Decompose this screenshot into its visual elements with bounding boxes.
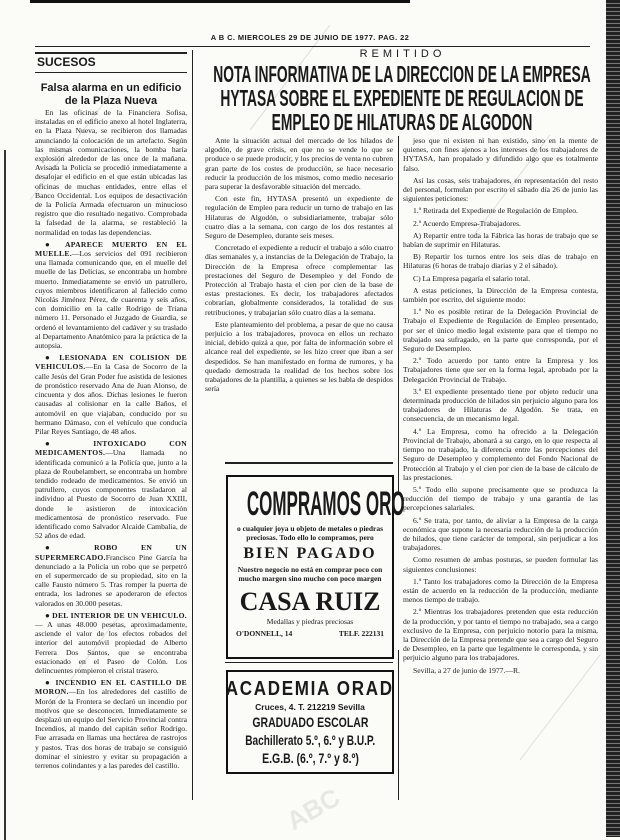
- ad-casa-ruiz: [226, 475, 405, 659]
- ad-title: ACADEMIA ORAD: [226, 678, 394, 700]
- ad-title: COMPRAMOS ORO: [246, 485, 405, 523]
- bullet-icon: ●: [45, 610, 53, 620]
- bullet-icon: ●: [45, 543, 95, 553]
- article-paragraph: 5.º Todo ello supone precisamente que se produzca la reducción del tiempo de trabajo y una garantía de las percepciones salariales.: [403, 484, 598, 513]
- scan-right-edge: [606, 0, 620, 837]
- ad-academia-orad: [226, 670, 394, 774]
- article-paragraph: A estas peticiones, la Dirección de la Empresa contesta, también por escrito, del siguiente modo:: [403, 285, 598, 305]
- article-kicker: REMITIDO: [359, 48, 446, 60]
- ad-address: Cruces, 4. T. 212219 Sevilla: [255, 702, 365, 712]
- ad-text: o cualquier joya u objeto de metales o piedras preciosas. Todo ello lo compramos, pero: [236, 524, 384, 542]
- article-paragraph: Este planteamiento del problema, a pesar de que no causa perjuicio a los trabajadores, provoca en ellos un rechazo inicial, debido quizá a que, por falta de información sobre el alcance real del expediente, se les hizo creer que iban a ser despedidos. Se han manifestado en forma de rumores, y ha quedado demostrada la realidad de los hechos sobre los trabajadores de la plantilla, a quienes se les habla de despidos sería: [205, 319, 393, 394]
- article-paragraph: 3.º El expediente presentado tiene por objeto reducir una determinada producción de hilados sin perjuicio alguno para los trabajadores de Hilaturas de Algodón. Se trata, en consecuencia, de un mecanismo legal.: [403, 386, 598, 424]
- ad-line: Bachillerato 5.º, 6.º y B.U.P.: [245, 732, 375, 748]
- article-headline: Falsa alarma en un edificio de la Plaza Nueva: [40, 82, 182, 107]
- ad-address: O'DONNELL, 14: [236, 629, 293, 638]
- article-paragraph: Ante la situación actual del mercado de los hilados de algodón, de grave crisis, en que no se vende lo que se produce o se puede producir, y los precios de venta no cubren gran parte de los costes de producción, se hace necesario reducir la producción de los mismos, como medio necesario para superar la desfavorable situación del mercado.: [205, 136, 393, 192]
- page-masthead: A B C. MIERCOLES 29 DE JUNIO DE 1977. PAG. 22: [210, 33, 410, 42]
- ad-line: E.G.B. (6.º, 7.º y 8.º): [261, 750, 359, 766]
- article-paragraph: Como resumen de ambas posturas, se pueden formular las siguientes conclusiones:: [403, 555, 598, 574]
- bullet-icon: ●: [45, 239, 65, 249]
- column-divider: [398, 136, 399, 495]
- column-divider: [398, 650, 399, 800]
- scan-top-bar: [30, 0, 410, 3]
- ad-line: GRADUADO ESCOLAR: [251, 714, 369, 730]
- article-paragraph: 1.º No es posible retirar de la Delegación Provincial de Trabajo el Expediente de Regulación de Empleo presentado, por ser el único medio legal existente para que el tiempo no trabajado sea sufragado, en la parte que corresponda, por el Seguro de Desempleo.: [403, 307, 598, 354]
- sucesos-column: [35, 108, 187, 771]
- article-paragraph: C) La Empresa pagaría el salario total.: [413, 273, 531, 283]
- news-brief: ● DEL INTERIOR DE UN VEHICULO. — A unas 48.000 pesetas, aproximadamente, asciende el valor de los efectos robados del interior del automóvil propiedad de Alberto Ferrera Dos Santos, que se encontraba estacionado en el Paseo de Colón. Los delincuentes rompieron el cristal trasero.: [35, 610, 187, 675]
- ad-text: Nuestro negocio no está en comprar poco con mucho margen sino mucho con poco margen: [237, 565, 383, 583]
- section-rule: [35, 72, 187, 73]
- watermark: ABC: [281, 781, 346, 837]
- bullet-icon: ●: [45, 353, 60, 363]
- news-brief: ● ROBO EN UN SUPERMERCADO.Francisco Pine García ha denunciado a la Policía un robo que se perpetró en el supermercado de su propiedad, sito en la calle Fausto número 5. Tras romper la puerta de entrada, los ladrones se apoderaron de efectos valorados en 30.000 pesetas.: [35, 543, 187, 608]
- article-paragraph: Concretado el expediente a reducir el trabajo a sólo cuatro días semanales y, a instancias de la Delegación de Trabajo, la Dirección de la Empresa ofrece complementar las prestaciones del Seguro de Desempleo y del Fondo de Protección al Trabajo hasta el cien por cien de la base de estas prestaciones. Es decir, los trabajadores afectados cobrarían, globalmente considerados, la totalidad de sus retribuciones, y trabajarían sólo cuatro días a la semana.: [205, 243, 393, 317]
- article-paragraph: 2.º Mientras los trabajadores pretenden que esta reducción de la producción, y por tanto el tiempo no trabajado, sea a cargo exclusivo de la Empresa, con perjuicio notorio para la misma, la Dirección de la Empresa pretende que sea a cargo del Seguro de Desempleo, en la parte que legalmente le corresponda, y sin perjuicio alguno para los trabajadores.: [403, 607, 598, 663]
- ad-phone: TELF. 222131: [338, 629, 384, 638]
- ad-subtitle: BIEN PAGADO: [243, 545, 377, 562]
- ad-tagline: Medallas y piedras preciosas: [266, 617, 354, 626]
- article-paragraph: 1.º Tanto los trabajadores como la Dirección de la Empresa están de acuerdo en la reducción de la producción, mediante menos tiempo de trabajo.: [403, 576, 598, 605]
- article-paragraph: 2.º Todo acuerdo por tanto entre la Empresa y los Trabajadores tiene que ser en la forma legal, aprobado por la Delegación Provincial de Trabajo.: [403, 356, 598, 384]
- ad-rule: [225, 662, 393, 663]
- ad-brand: CASA RUIZ: [239, 587, 381, 616]
- headline-line: HYTASA SOBRE EL EXPEDIENTE DE REGULACION DE: [220, 85, 584, 111]
- news-brief: ● LESIONADA EN COLISION DE VEHICULOS.—En la Casa de Socorro de la calle Jesús del Gran Poder fue asistida de lesiones de pronóstico reservado Ana de Juan Alonso, de cincuenta y dos años. Dichas lesiones le fueron causadas al colisionar en la calle Baños, el automóvil en que viajaban, conducido por su hermano Dámaso, con el vehículo que conducía Pilar Reyes Santiago, de 48 años.: [35, 353, 187, 436]
- bullet-icon: ●: [45, 678, 56, 688]
- headline-line: EMPLEO DE HILATURAS DE ALGODON: [271, 109, 533, 135]
- article-headline: [207, 62, 597, 134]
- article-paragraph: En las oficinas de la Financiera Sofisa, instaladas en el edificio anexo al hotel Inglaterra, en la Plaza Nueva, se recibieron dos llamadas anunciando la colocación de un artefacto. Según las mismas comunicaciones, la bomba haría explosión alrededor de las once de la mañana. Avisada la Policía se procedió inmediatamente a desalojar el edificio en el que están ubicadas las oficinas de muchas entidades, entre ellas el Banco Occidental. Los equipos de desactivación de la Policía Armada efectuaron un minucioso registro que dio resultado negativo. Comprobada la falsedad de la alarma, se restableció la normalidad en todas las dependencias.: [35, 108, 187, 237]
- article-paragraph: jeso que ni existen ni han existido, sino en la mente de quienes, con fines ajenos a los intereses de los trabajadores de HYTASA, han propalado y difundido algo que es totalmente falso.: [403, 136, 598, 173]
- news-brief: ● INTOXICADO CON MEDICAMENTOS.—Una llamada no identificada comunicó a la Policía que, junto a la plaza de Roubelambert, se encontraba un hombre tendido rodeado de medicamentos. Se envió un patrullero, cuyos componentes trasladaron al individuo al Puesto de Socorro de Juan XXIII, donde le asistieron de intoxicación medicamentosa de pronóstico reservado. Fue identificado como Salvador Alcaide Cambalia, de 52 años de edad.: [35, 439, 187, 541]
- article-paragraph: A) Repartir entre toda la Fábrica las horas de trabajo que se habían de suprimir en Hilaturas.: [403, 230, 598, 250]
- news-brief: ● APARECE MUERTO EN EL MUELLE.—Los servicios del 091 recibieron una llamada comunicando que, en el muelle del muelle de las Delicias, se encontraba un hombre muerto. Inmediatamente se envió un patrullero, cuyos miembros identificaron al fallecido como Nicolás Jiménez Pérez, de cuarenta y seis años, con domicilio en la calle Rodrigo de Triana número 11. Personado el Juzgado de Guardia, se ordenó el levantamiento del cadáver y su traslado al Departamento Anatómico para la práctica de la autopsia.: [35, 239, 187, 351]
- masthead-rule: [35, 46, 590, 47]
- signature-line: Sevilla, a 27 de junio de 1977.—R.: [413, 665, 520, 675]
- article-paragraph: 2.º Acuerdo Empresa-Trabajadores.: [413, 218, 521, 228]
- ad-rule: [225, 462, 393, 464]
- article-paragraph: Con este fin, HYTASA presentó un expediente de regulación de Empleo para reducir un turno de trabajo en las Hilaturas de Algodón, o subsidiariamente, trabajar sólo cuatro días a la semana, con cargo de los dos restantes al Seguro de Desempleo, durante seis meses.: [205, 194, 393, 241]
- headline-line: NOTA INFORMATIVA DE LA DIRECCION DE LA EMPRESA: [213, 61, 591, 87]
- remitido-column-1: [205, 136, 393, 458]
- article-paragraph: Así las cosas, seis trabajadores, en representación del resto del personal, formulan por escrito el sábado día 26 de junio las siguientes peticiones:: [403, 175, 598, 204]
- article-paragraph: 1.º Retirada del Expediente de Regulación de Empleo.: [413, 206, 578, 216]
- remitido-column-2: [403, 136, 598, 766]
- column-divider: [192, 50, 193, 800]
- section-title: SUCESOS: [37, 55, 96, 69]
- scan-left-edge: [4, 150, 6, 840]
- bullet-icon: ●: [45, 439, 94, 449]
- article-paragraph: 6.º Se trata, por tanto, de aliviar a la Empresa de la carga económica que supone la necesaria reducción de la producción de hilados, que tiene carácter de temporal, sin perjudicar a los trabajadores.: [403, 515, 598, 553]
- article-paragraph: 4.º La Empresa, como ha ofrecido a la Delegación Provincial de Trabajo, abonará a su cargo, en lo que respecta al tiempo no trabajado, la diferencia entre las percepciones del Seguro de Desempleo y complemento del Fondo Nacional de Protección al Trabajo y el cien por cien de la base de cálculo de las prestaciones.: [403, 426, 598, 482]
- article-paragraph: B) Repartir los turnos entre los seis días de trabajo en Hilaturas (6 horas de trabajo diarias y 2 el sábado).: [403, 252, 598, 271]
- section-rule: [35, 52, 187, 54]
- news-brief: ● INCENDIO EN EL CASTILLO DE MORON.—En los alrededores del castillo de Morón de la Frontera se declaró un incendio por motivos que se desconocen. Inmediatamente se desplazó un equipo del Servicio Provincial contra Incendios, al mando del capitán señor Rodrigo. Fue arrasada en llamas una hectárea de rastrojos y pastos. Tras dos horas de trabajo se consiguió dominar el siniestro y evitar su propagación a terrenos colindantes y a las paredes del castillo.: [35, 678, 187, 771]
